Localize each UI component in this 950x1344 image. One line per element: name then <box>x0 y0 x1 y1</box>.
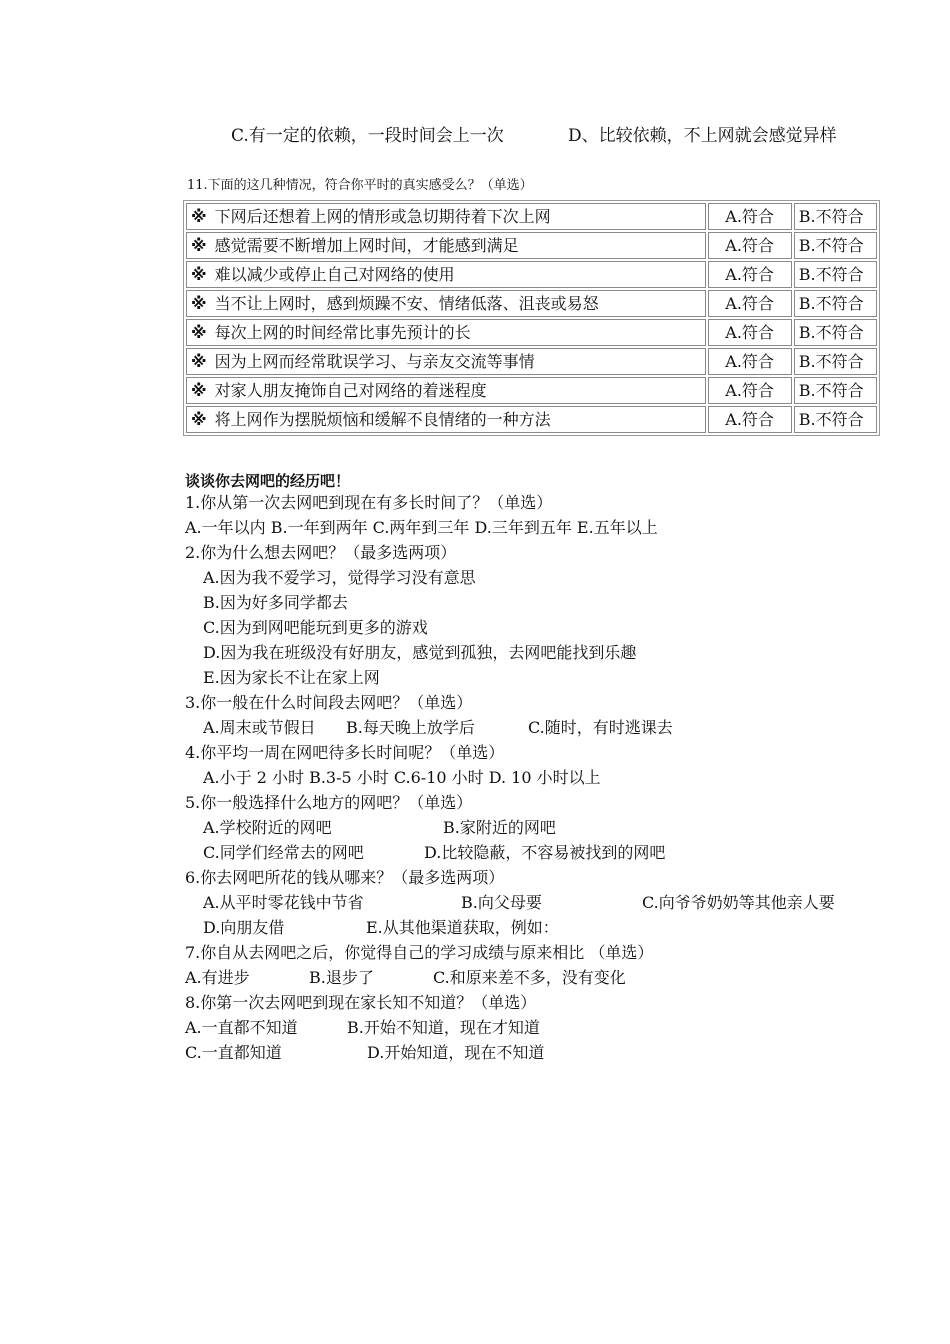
q6-option-a: A.从平时零花钱中节省 <box>203 893 364 912</box>
q4-question: 4.你平均一周在网吧待多长时间呢？（单选） <box>185 743 505 762</box>
option-a-cell[interactable]: A.符合 <box>708 348 792 375</box>
q11-title: 11.下面的这几种情况，符合你平时的真实感受么？（单选） <box>187 178 533 193</box>
option-a-cell[interactable]: A.符合 <box>708 232 792 259</box>
q2-option-d: D.因为我在班级没有好朋友，感觉到孤独，去网吧能找到乐趣 <box>203 643 637 662</box>
q1-options: A.一年以内 B.一年到两年 C.两年到三年 D.三年到五年 E.五年以上 <box>185 518 658 537</box>
table-row <box>186 348 877 375</box>
statement-cell <box>186 406 706 433</box>
q8-question: 8.你第一次去网吧到现在家长知不知道？（单选） <box>185 993 537 1012</box>
table-row <box>186 261 877 288</box>
statement-cell <box>186 290 706 317</box>
q5-option-d: D.比较隐蔽，不容易被找到的网吧 <box>424 843 666 862</box>
option-a-cell[interactable]: A.符合 <box>708 261 792 288</box>
option-b-cell[interactable]: B.不符合 <box>794 232 877 259</box>
q5-question: 5.你一般选择什么地方的网吧？（单选） <box>185 793 473 812</box>
q3-option-a: A.周末或节假日 <box>203 718 316 737</box>
q7-option-a: A.有进步 <box>185 968 250 987</box>
table-row <box>186 232 877 259</box>
q3-option-c: C.随时，有时逃课去 <box>528 718 673 737</box>
statement-cell <box>186 232 706 259</box>
option-b-cell[interactable]: B.不符合 <box>794 203 877 230</box>
reference-mark: ※ <box>191 265 207 284</box>
table-row <box>186 290 877 317</box>
option-a-cell[interactable]: A.符合 <box>708 203 792 230</box>
statement-text: 将上网作为摆脱烦恼和缓解不良情绪的一种方法 <box>214 410 551 429</box>
statement-text: 感觉需要不断增加上网时间，才能感到满足 <box>214 236 519 255</box>
q6-option-d: D.向朋友借 <box>203 918 285 937</box>
option-a-cell[interactable]: A.符合 <box>708 377 792 404</box>
reference-mark: ※ <box>191 352 207 371</box>
q10-option-c: C.有一定的依赖，一段时间会上一次 <box>231 126 504 146</box>
statement-cell <box>186 203 706 230</box>
q7-option-c: C.和原来差不多，没有变化 <box>433 968 626 987</box>
statement-text: 难以减少或停止自己对网络的使用 <box>214 265 455 284</box>
q11-table <box>183 200 880 436</box>
statement-text: 因为上网而经常耽误学习、与亲友交流等事情 <box>214 352 535 371</box>
q2-option-b: B.因为好多同学都去 <box>203 593 348 612</box>
q2-option-c: C.因为到网吧能玩到更多的游戏 <box>203 618 428 637</box>
option-a-cell[interactable]: A.符合 <box>708 406 792 433</box>
q7-question: 7.你自从去网吧之后，你觉得自己的学习成绩与原来相比 （单选） <box>185 943 654 962</box>
option-a-cell[interactable]: A.符合 <box>708 290 792 317</box>
reference-mark: ※ <box>191 207 207 226</box>
statement-text: 下网后还想着上网的情形或急切期待着下次上网 <box>214 207 551 226</box>
q5-option-c: C.同学们经常去的网吧 <box>203 843 364 862</box>
section-heading: 谈谈你去网吧的经历吧！ <box>185 472 351 490</box>
q2-question: 2.你为什么想去网吧？（最多选两项） <box>185 543 457 562</box>
q5-option-a: A.学校附近的网吧 <box>203 818 332 837</box>
q8-option-a: A.一直都不知道 <box>185 1018 298 1037</box>
q2-option-e: E.因为家长不让在家上网 <box>203 668 380 687</box>
option-b-cell[interactable]: B.不符合 <box>794 377 877 404</box>
table-row <box>186 319 877 346</box>
option-b-cell[interactable]: B.不符合 <box>794 406 877 433</box>
statement-cell <box>186 319 706 346</box>
q2-option-a: A.因为我不爱学习，觉得学习没有意思 <box>203 568 476 587</box>
q6-question: 6.你去网吧所花的钱从哪来？（最多选两项） <box>185 868 505 887</box>
reference-mark: ※ <box>191 236 207 255</box>
table-row <box>186 406 877 433</box>
q6-option-c: C.向爷爷奶奶等其他亲人要 <box>642 893 835 912</box>
statement-cell <box>186 348 706 375</box>
q8-option-c: C.一直都知道 <box>185 1043 282 1062</box>
q6-option-b: B.向父母要 <box>461 893 542 912</box>
statement-cell <box>186 261 706 288</box>
reference-mark: ※ <box>191 410 207 429</box>
option-b-cell[interactable]: B.不符合 <box>794 290 877 317</box>
option-b-cell[interactable]: B.不符合 <box>794 348 877 375</box>
statement-text: 对家人朋友掩饰自己对网络的着迷程度 <box>214 381 487 400</box>
statement-text: 当不让上网时，感到烦躁不安、情绪低落、沮丧或易怒 <box>214 294 599 313</box>
table-row <box>186 203 877 230</box>
reference-mark: ※ <box>191 294 207 313</box>
q3-question: 3.你一般在什么时间段去网吧？（单选） <box>185 693 473 712</box>
q7-option-b: B.退步了 <box>309 968 374 987</box>
option-b-cell[interactable]: B.不符合 <box>794 319 877 346</box>
option-a-cell[interactable]: A.符合 <box>708 319 792 346</box>
table-row <box>186 377 877 404</box>
q6-option-e: E.从其他渠道获取，例如： <box>366 918 559 937</box>
q5-option-b: B.家附近的网吧 <box>443 818 556 837</box>
reference-mark: ※ <box>191 381 207 400</box>
reference-mark: ※ <box>191 323 207 342</box>
statement-text: 每次上网的时间经常比事先预计的长 <box>214 323 471 342</box>
q8-option-d: D.开始知道，现在不知道 <box>367 1043 545 1062</box>
q3-option-b: B.每天晚上放学后 <box>346 718 475 737</box>
q1-question: 1.你从第一次去网吧到现在有多长时间了？（单选） <box>185 493 553 512</box>
statement-cell <box>186 377 706 404</box>
q8-option-b: B.开始不知道，现在才知道 <box>347 1018 540 1037</box>
option-b-cell[interactable]: B.不符合 <box>794 261 877 288</box>
q4-options: A.小于 2 小时 B.3-5 小时 C.6-10 小时 D. 10 小时以上 <box>203 768 601 787</box>
q10-option-d: D、比较依赖，不上网就会感觉异样 <box>568 126 837 146</box>
